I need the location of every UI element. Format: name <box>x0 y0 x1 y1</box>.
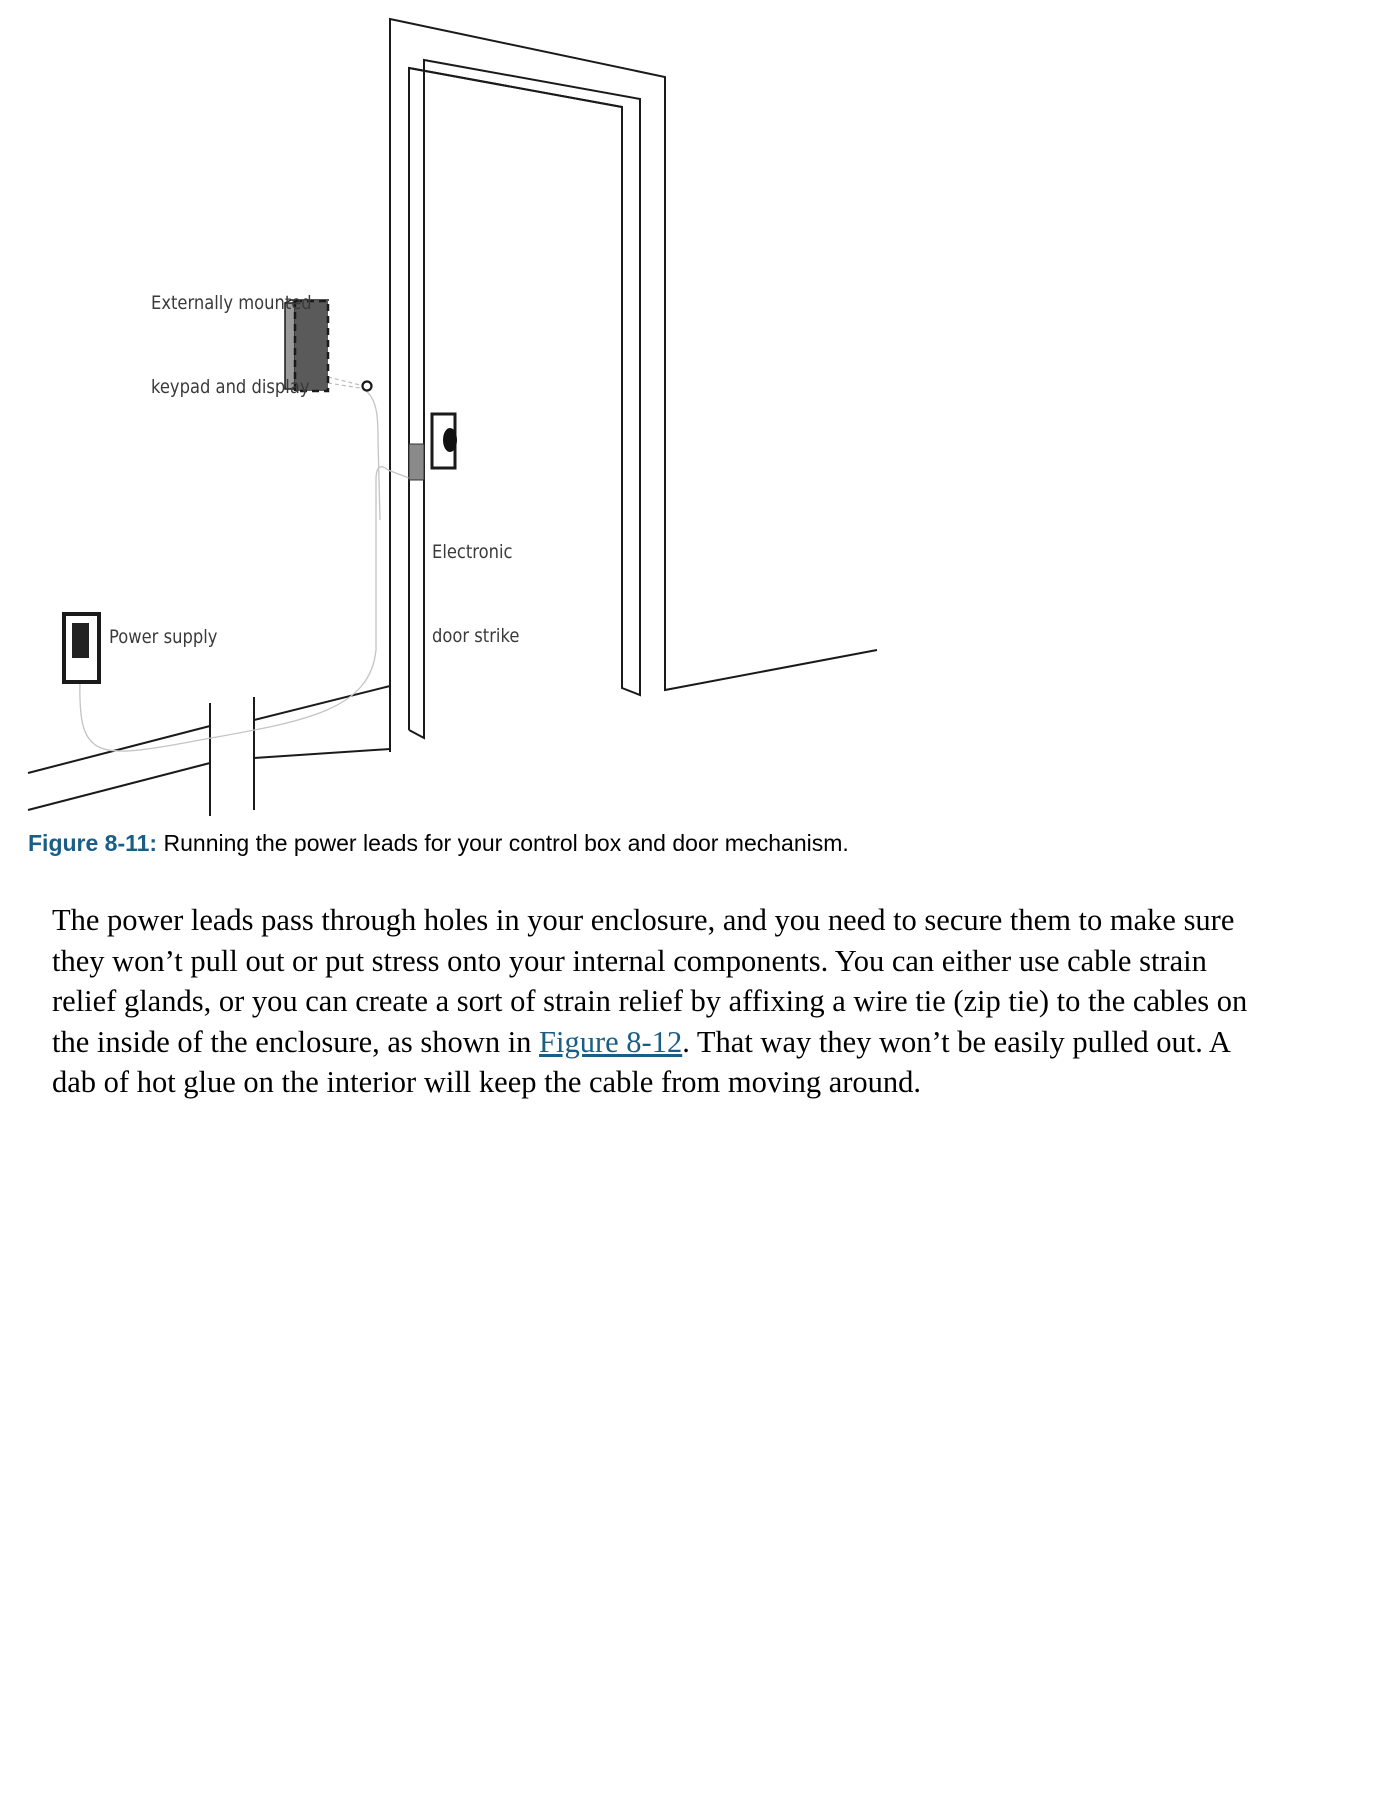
caption-text: Running the power leads for your control box and door mechanism. <box>157 830 849 856</box>
figure-caption <box>28 830 849 857</box>
door-strike-icon <box>409 414 457 480</box>
baseboard-lower-left <box>28 763 210 810</box>
paragraph-line: dab of hot glue on the interior will keep the cable from moving around. <box>52 1065 922 1099</box>
paragraph-line <box>52 1022 1387 1063</box>
baseboard-upper-left <box>28 726 210 773</box>
door-wiring-figure <box>0 0 1391 820</box>
power-wire <box>80 467 409 751</box>
body-paragraph <box>52 900 1387 1103</box>
strike-label <box>432 482 519 706</box>
paragraph-line: relief glands, or you can create a sort of strain relief by affixing a wire tie (zip tie) to the cables on <box>52 984 1248 1018</box>
paragraph-text: the inside of the enclosure, as shown in <box>52 1024 540 1059</box>
keypad-wire <box>365 390 380 520</box>
keypad-label-line2: keypad and display <box>151 376 310 398</box>
baseboard-upper-right <box>254 686 390 720</box>
power-supply-icon <box>64 614 99 682</box>
paragraph-line: The power leads pass through holes in your enclosure, and you need to secure them to make sure <box>52 903 1235 937</box>
figure-number: Figure 8-11: <box>28 830 158 856</box>
keypad-label-line1: Externally mounted <box>151 292 312 314</box>
strike-label-line1: Electronic <box>432 541 513 563</box>
strike-label-line2: door strike <box>432 625 520 647</box>
keypad-label <box>151 233 312 457</box>
paragraph-text: . That way they won’t be easily pulled out. A <box>682 1024 1231 1059</box>
power-supply-label: Power supply <box>109 626 218 648</box>
figure-8-12-link[interactable]: Figure 8-12 <box>539 1024 683 1059</box>
baseboard-lower-right <box>254 749 390 758</box>
paragraph-line: they won’t pull out or put stress onto your internal components. You can either use cable strain <box>52 943 1207 978</box>
